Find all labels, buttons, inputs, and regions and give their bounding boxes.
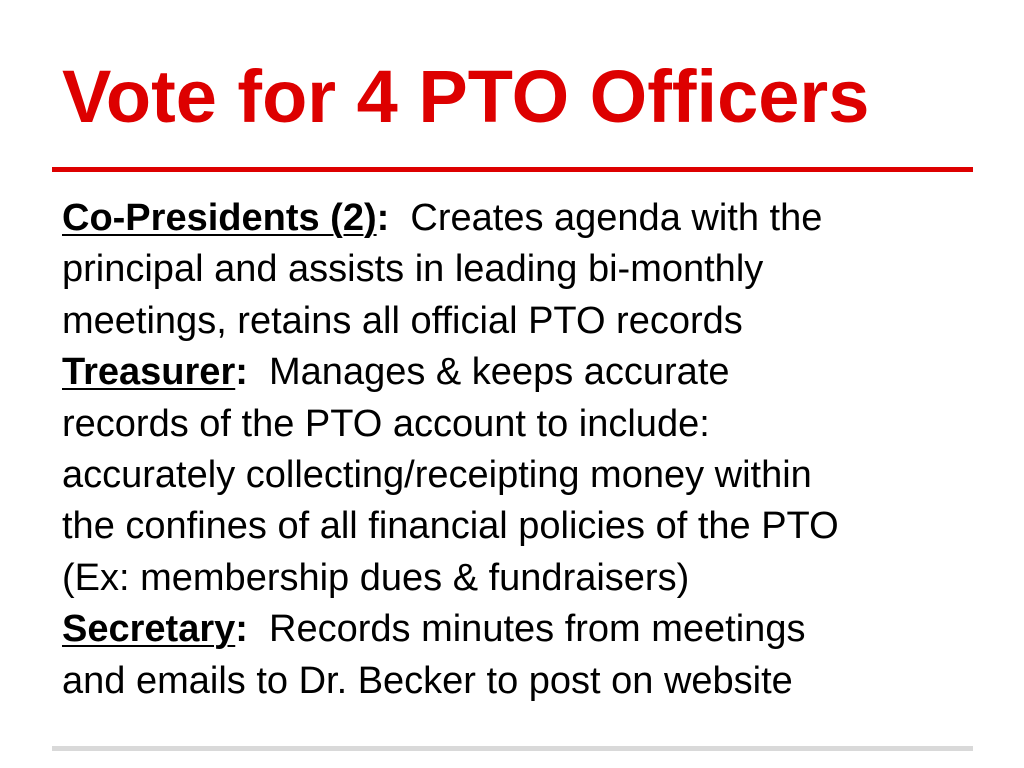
role-line: accurately collecting/receipting money within: [62, 454, 812, 497]
role-term: [62, 351, 248, 393]
role-name: Secretary: [62, 608, 236, 651]
role-term: [62, 608, 248, 650]
title-divider: [52, 167, 973, 172]
officer-descriptions: [62, 193, 967, 707]
role-description: Creates agenda with the: [410, 197, 823, 239]
role-term: [62, 197, 389, 239]
slide-title: Vote for 4 PTO Officers: [62, 55, 870, 138]
role-secretary: [62, 604, 967, 707]
role-line: [62, 193, 967, 244]
role-separator: :: [376, 197, 390, 239]
role-line: [62, 604, 967, 655]
role-line: and emails to Dr. Becker to post on website: [62, 659, 793, 702]
role-line: meetings, retains all official PTO records: [62, 299, 743, 342]
role-line: records of the PTO account to include:: [62, 402, 710, 445]
role-line: principal and assists in leading bi-monthly: [62, 248, 764, 291]
role-line: (Ex: membership dues & fundraisers): [62, 556, 690, 599]
role-description: Records minutes from meetings: [269, 608, 806, 651]
role-name: Co-Presidents (2): [62, 197, 377, 239]
role-co-presidents: [62, 193, 967, 347]
role-name: Treasurer: [62, 351, 236, 394]
footer-divider: [52, 746, 973, 751]
role-treasurer: [62, 347, 967, 604]
role-separator: :: [235, 608, 248, 651]
role-line: the confines of all financial policies of the PTO: [62, 505, 839, 548]
role-separator: :: [235, 351, 248, 394]
role-description: Manages & keeps accurate: [269, 351, 730, 394]
role-line: [62, 347, 967, 398]
